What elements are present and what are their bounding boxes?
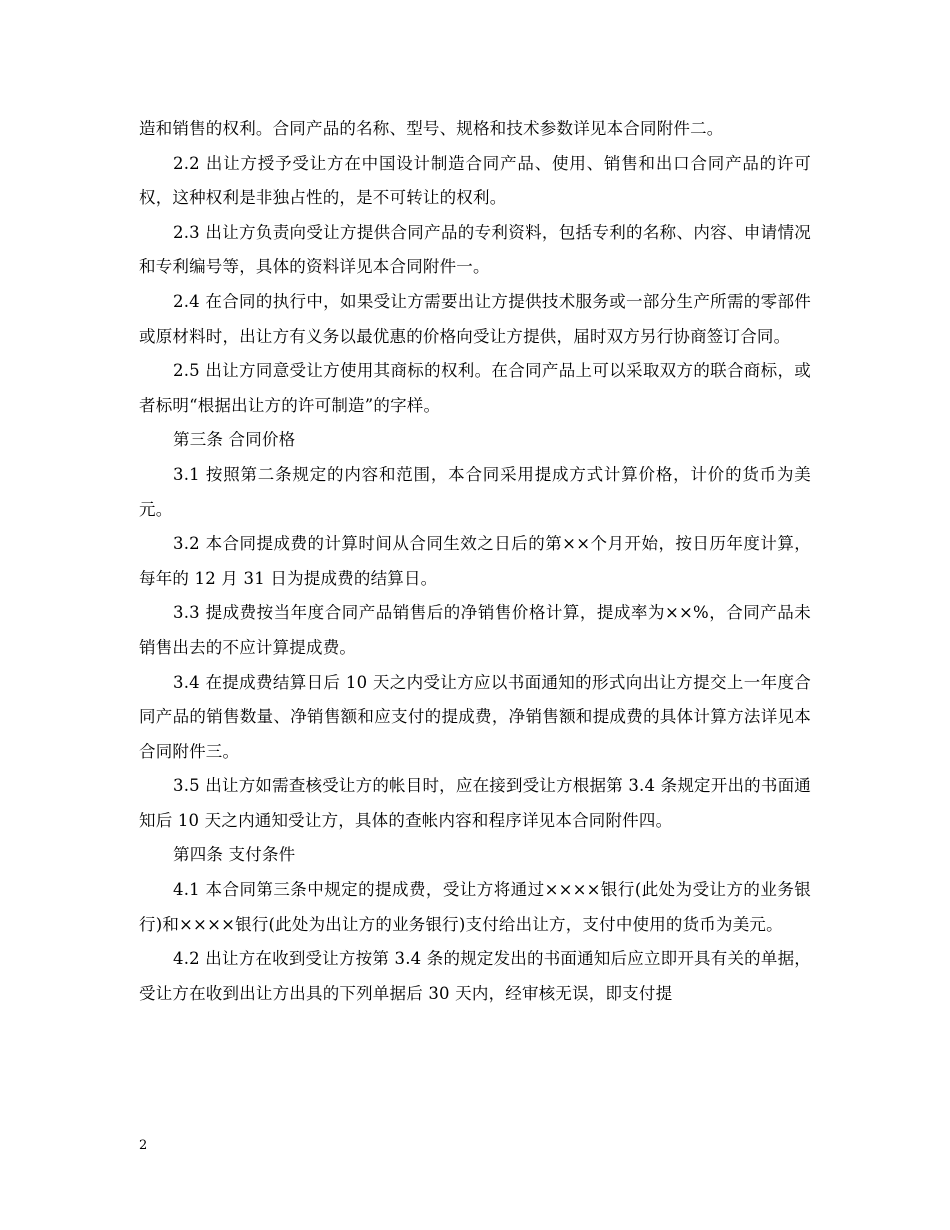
section-heading-article-4: 第四条 支付条件: [173, 845, 296, 865]
paragraph-3-1: 3.1 按照第二条规定的内容和范围，本合同采用提成方式计算价格，计价的货币为美元。: [139, 464, 811, 519]
paragraph-4-2: 4.2 出让方在收到受让方按第 3.4 条的规定发出的书面通知后应立即开具有关的单据，受让方在收到出让方出具的下列单据后 30 天内，经审核无误，即支付提: [139, 949, 811, 1003]
paragraph-2-5: 2.5 出让方同意受让方使用其商标的权利。在合同产品上可以采取双方的联合商标，或者标明“根据出让方的许可制造”的字样。: [139, 361, 811, 415]
document-body: [139, 112, 811, 1011]
paragraph-1: 造和销售的权利。合同产品的名称、型号、规格和技术参数详见本合同附件二。: [139, 119, 724, 138]
paragraph-2-3: 2.3 出让方负责向受让方提供合同产品的专利资料，包括专利的名称、内容、申请情况和专利编号等，具体的资料详见本合同附件一。: [139, 222, 811, 277]
paragraph-4-1: 4.1 本合同第三条中规定的提成费，受让方将通过××××银行(此处为受让方的业务银行)和××××银行(此处为出让方的业务银行)支付给出让方，支付中使用的货币为美元。: [139, 880, 811, 934]
paragraph-2-2: 2.2 出让方授予受让方在中国设计制造合同产品、使用、销售和出口合同产品的许可权，这种权利是非独占性的，是不可转让的权利。: [139, 153, 811, 208]
section-heading-article-3: 第三条 合同价格: [173, 430, 296, 450]
paragraph-3-2: 3.2 本合同提成费的计算时间从合同生效之日后的第××个月开始，按日历年度计算，每年的 12 月 31 日为提成费的结算日。: [139, 534, 811, 588]
paragraph-3-4: 3.4 在提成费结算日后 10 天之内受让方应以书面通知的形式向出让方提交上一年度合同产品的销售数量、净销售额和应支付的提成费，净销售额和提成费的具体计算方法详见本合同附件三。: [139, 672, 811, 761]
paragraph-3-3: 3.3 提成费按当年度合同产品销售后的净销售价格计算，提成率为××%，合同产品未销售出去的不应计算提成费。: [139, 603, 811, 657]
page-number: 2: [139, 1138, 148, 1153]
paragraph-3-5: 3.5 出让方如需查核受让方的帐目时，应在接到受让方根据第 3.4 条规定开出的书面通知后 10 天之内通知受让方，具体的查帐内容和程序详见本合同附件四。: [139, 776, 811, 830]
paragraph-2-4: 2.4 在合同的执行中，如果受让方需要出让方提供技术服务或一部分生产所需的零部件或原材料时，出让方有义务以最优惠的价格向受让方提供，届时双方另行协商签订合同。: [139, 291, 811, 346]
